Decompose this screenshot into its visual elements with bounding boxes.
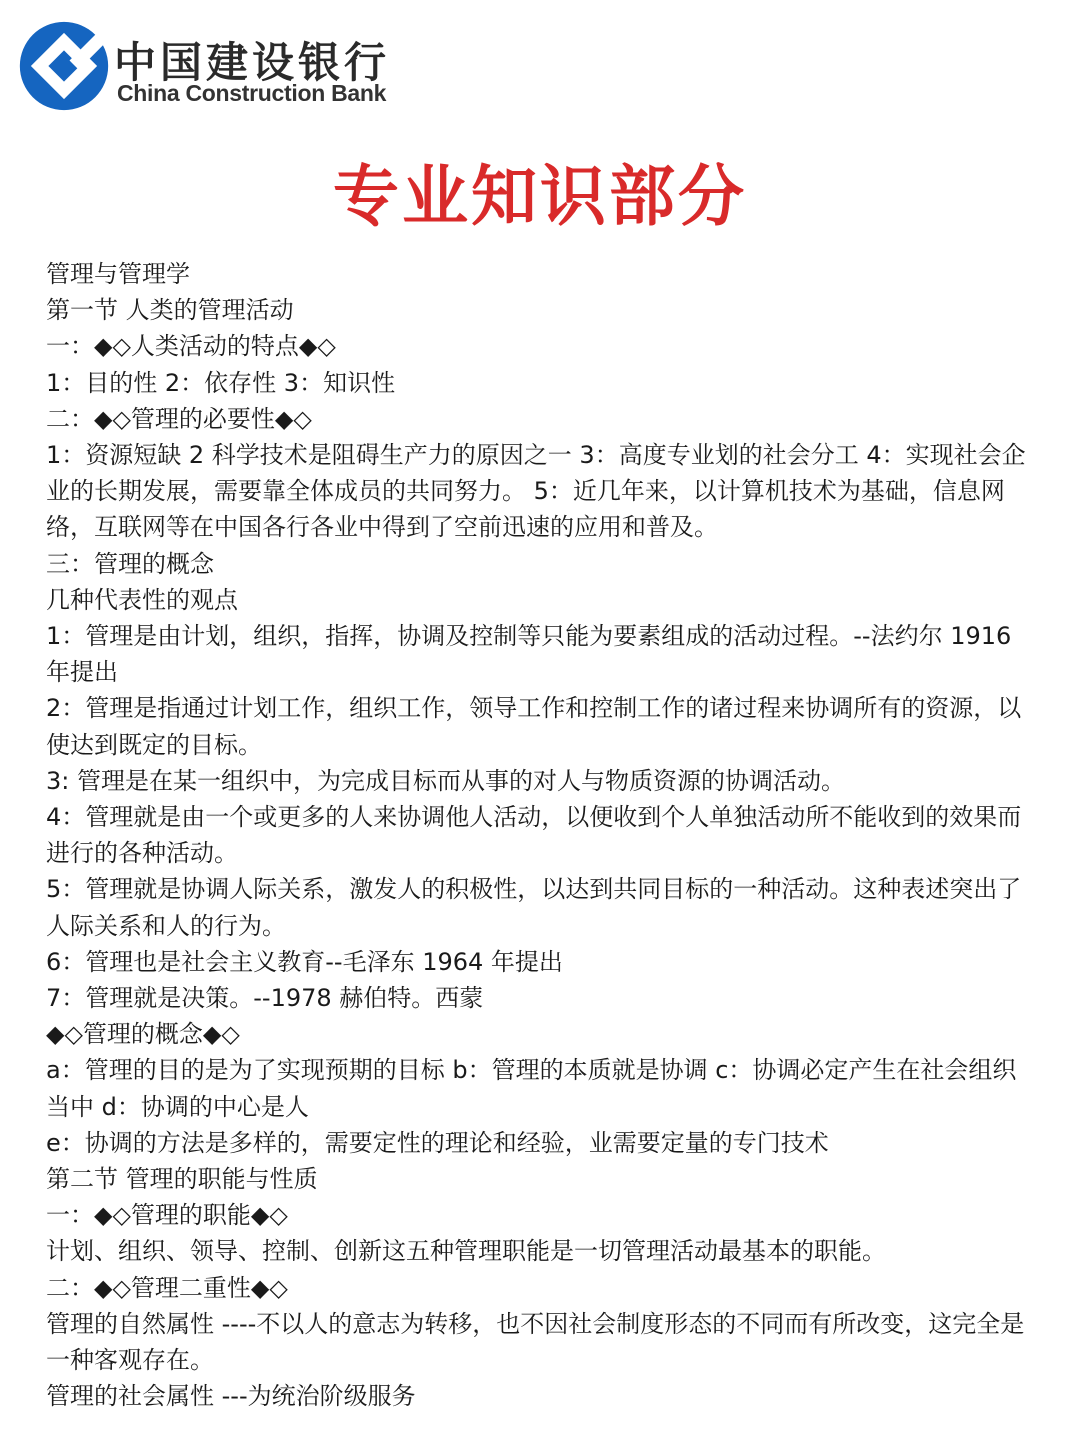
text-line: 管理的自然属性 ----不以人的意志为转移，也不因社会制度形态的不同而有所改变，这完全是一种客观存在。 — [46, 1309, 1025, 1375]
text-line: 3: 管理是在某一组织中，为完成目标而从事的对人与物质资源的协调活动。 — [46, 766, 845, 795]
text-line: 计划、组织、领导、控制、创新这五种管理职能是一切管理活动最基本的职能。 — [46, 1237, 886, 1266]
text-line: 管理的社会属性 ---为统治阶级服务 — [46, 1382, 416, 1411]
text-line: a：管理的目的是为了实现预期的目标 b：管理的本质就是协调 c：协调必定产生在社会组织当中 d：协调的中心是人 — [46, 1056, 1017, 1121]
text-line: 6：管理也是社会主义教育--毛泽东 1964 年提出 — [46, 947, 563, 976]
text-line: 1：资源短缺 2 科学技术是阻碍生产力的原因之一 3：高度专业划的社会分工 4：实现社会企业的长期发展，需要靠全体成员的共同努力。 5：近几年来，以计算机技术为基础，信息网络，互联网等在中国各行各业中得到了空前迅速的应用和普及。 — [46, 441, 1026, 542]
text-line: 第一节 人类的管理活动 — [46, 296, 294, 325]
text-line: 二：◆◇管理的必要性◆◇ — [46, 404, 312, 433]
text-line: 一：◆◇人类活动的特点◆◇ — [46, 332, 336, 361]
bank-name-en: China Construction Bank — [117, 80, 387, 106]
bank-name-cn: 中国建设银行 — [114, 38, 391, 87]
text-line: 1：目的性 2：依存性 3：知识性 — [46, 368, 396, 397]
text-line: 2：管理是指通过计划工作，组织工作，领导工作和控制工作的诸过程来协调所有的资源，以使达到既定的目标。 — [46, 694, 1022, 759]
text-line: 三：管理的概念 — [46, 549, 214, 578]
text-line: 1：管理是由计划，组织，指挥，协调及控制等只能为要素组成的活动过程。--法约尔 1916 年提出 — [46, 622, 1012, 687]
document-body — [46, 256, 1040, 1415]
text-line: 一：◆◇管理的职能◆◇ — [46, 1201, 288, 1230]
text-line: ◆◇管理的概念◆◇ — [46, 1020, 240, 1049]
page-title: 专业知识部分 — [333, 157, 747, 235]
ccb-logo-icon — [18, 20, 110, 112]
text-line: 第二节 管理的职能与性质 — [46, 1165, 318, 1194]
text-line: 几种代表性的观点 — [46, 585, 238, 614]
text-line: 5：管理就是协调人际关系，激发人的积极性，以达到共同目标的一种活动。这种表述突出了人际关系和人的行为。 — [46, 875, 1022, 940]
text-line: 4：管理就是由一个或更多的人来协调他人活动，以便收到个人单独活动所不能收到的效果而进行的各种活动。 — [46, 803, 1022, 868]
text-line: 二：◆◇管理二重性◆◇ — [46, 1273, 288, 1302]
text-line: e：协调的方法是多样的，需要定性的理论和经验，业需要定量的专门技术 — [46, 1128, 829, 1157]
text-line: 7：管理就是决策。--1978 赫伯特。西蒙 — [46, 984, 484, 1013]
text-line: 管理与管理学 — [46, 260, 190, 288]
bank-header — [18, 18, 538, 114]
